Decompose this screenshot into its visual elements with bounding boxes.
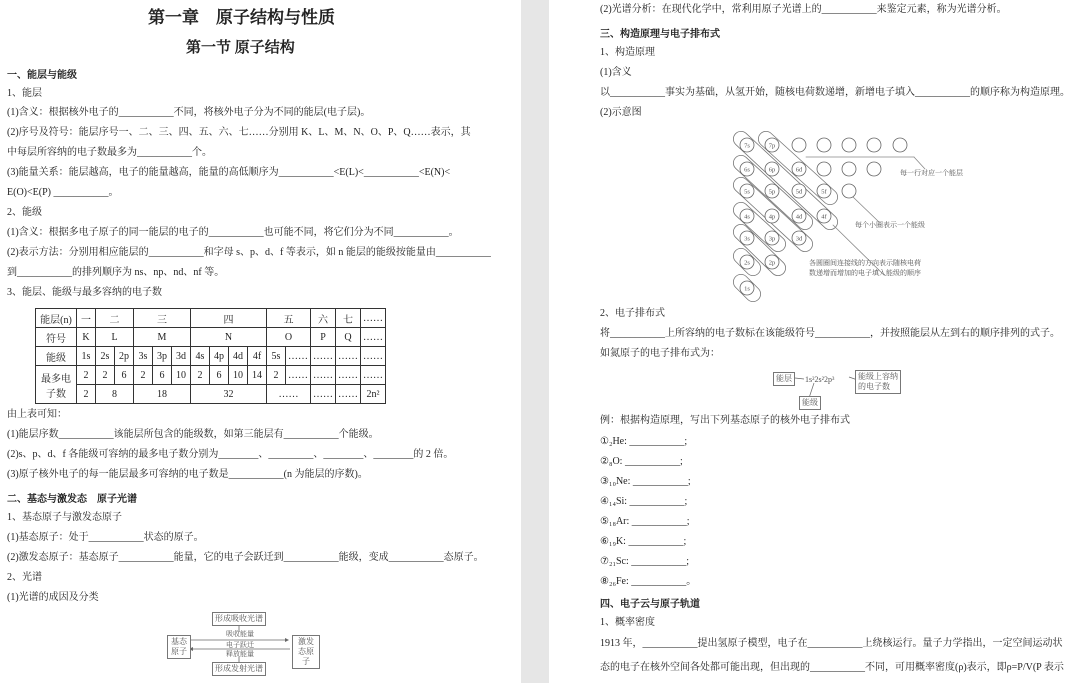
paragraph: (1)光谱的成因及分类 <box>7 592 99 603</box>
level-max-cell: 6 <box>153 366 172 385</box>
emission-spectrum-box: 形成发射光谱 <box>212 662 266 676</box>
level-cell: 3d <box>172 347 191 366</box>
absorption-spectrum-box: 形成吸收光谱 <box>212 612 266 626</box>
energy-level-circle <box>817 138 831 152</box>
note-row: 每一行对应一个能层 <box>900 169 963 177</box>
subheading: 3、能层、能级与最多容纳的电子数 <box>7 287 162 298</box>
chapter-title: 第一章 原子结构与性质 <box>148 8 335 27</box>
label-transition: 电子跃迁 <box>226 641 254 649</box>
energy-level-label: 3p <box>768 235 776 243</box>
circle-pointer <box>853 197 879 222</box>
paragraph: (1)基态原子：处于___________状态的原子。 <box>7 532 204 543</box>
subheading: 1、概率密度 <box>600 617 655 628</box>
energy-level-label: 5p <box>768 188 776 196</box>
exercise-item: ②₈O: ___________; <box>600 456 683 467</box>
level-cell: 4d <box>229 347 248 366</box>
table-row <box>36 347 386 366</box>
energy-level-label: 7s <box>744 142 750 150</box>
document-page-right <box>549 0 1080 683</box>
energy-level-label: 2p <box>768 259 776 267</box>
table-row <box>36 366 386 385</box>
row-header: 符号 <box>36 328 77 347</box>
row-pointer <box>914 157 925 169</box>
paragraph: (3)能量关系：能层越高，电子的能量越高，能量的高低顺序为___________<E(L)<___________<E(N)< <box>7 167 451 178</box>
level-cell: …… <box>361 347 386 366</box>
level-cell: 4s <box>191 347 210 366</box>
symbol-cell: Q <box>336 328 361 347</box>
shell-level-table <box>35 308 386 404</box>
shell-max-cell: 2 <box>77 385 96 404</box>
level-cell: 2s <box>96 347 115 366</box>
exercise-item: ⑦₂₁Sc: ___________; <box>600 556 689 567</box>
level-cell: 4f <box>248 347 267 366</box>
energy-level-circle <box>893 138 907 152</box>
energy-level-label: 7p <box>768 142 776 150</box>
energy-level-label: 3s <box>744 235 750 243</box>
energy-level-label: 4d <box>795 213 803 221</box>
level-max-cell: …… <box>286 366 311 385</box>
level-max-cell: …… <box>361 366 386 385</box>
paragraph: (2)激发态原子：基态原子___________能量，它的电子会跃迁到___________能级，变成___________态原子。 <box>7 552 484 563</box>
symbol-cell: K <box>77 328 96 347</box>
level-max-cell: 10 <box>229 366 248 385</box>
paragraph: 以___________事实为基础，从氢开始，随核电荷数递增，新增电子填入___________的顺序称为构造原理。 <box>600 87 1070 98</box>
symbol-cell: …… <box>361 328 386 347</box>
shell-cell: 二 <box>96 309 134 328</box>
label-absorb-energy: 吸收能量 <box>226 630 254 638</box>
symbol-cell: M <box>134 328 191 347</box>
level-max-cell: 10 <box>172 366 191 385</box>
level-max-cell: 2 <box>77 366 96 385</box>
level-cell: 3p <box>153 347 172 366</box>
level-cell: …… <box>286 347 311 366</box>
paragraph: (1)含义：根据多电子原子的同一能层的电子的___________也可能不同，将它们分为不同___________。 <box>7 227 459 238</box>
paragraph: 例：根据构造原理，写出下列基态原子的核外电子排布式 <box>600 415 850 426</box>
energy-level-label: 6p <box>768 166 776 174</box>
energy-level-label: 6d <box>795 166 803 174</box>
shell-max-cell: 18 <box>134 385 191 404</box>
level-max-cell: 6 <box>115 366 134 385</box>
paragraph: 将___________上所容纳的电子数标在该能级符号___________，并按照能层从左到右的顺序排列的式子。 <box>600 328 1060 339</box>
level-cell: …… <box>311 347 336 366</box>
exercise-item: ⑤₁₈Ar: ___________; <box>600 516 690 527</box>
document-page-left <box>0 0 521 683</box>
paragraph: (1)含义：根据核外电子的___________不同，将核外电子分为不同的能层(电子层)。 <box>7 107 371 118</box>
shell-max-cell: …… <box>336 385 361 404</box>
energy-level-circle <box>867 138 881 152</box>
level-max-cell: …… <box>336 366 361 385</box>
paragraph: 中每层所容纳的电子数最多为___________个。 <box>7 147 212 158</box>
formula-shell-box: 能层 <box>773 372 795 386</box>
energy-level-label: 2s <box>744 259 750 267</box>
ground-state-box: 基态原子 <box>167 635 191 659</box>
paragraph: (2)表示方法：分别用相应能层的___________和字母 s、p、d、f 等表示，如 n 能层的能级按能量由___________ <box>7 247 491 258</box>
level-cell: 3s <box>134 347 153 366</box>
formula-config: 1s²2s²2p³ <box>805 375 835 384</box>
note-line-1: 各圆圈间连接线的方向表示随核电荷 <box>809 259 921 267</box>
shell-max-cell: 2n² <box>361 385 386 404</box>
paragraph: 如氮原子的电子排布式为： <box>600 348 720 359</box>
heading-2: 二、基态与激发态 原子光谱 <box>7 494 137 505</box>
row-header: 最多电子数 <box>36 366 77 404</box>
shell-cell: 七 <box>336 309 361 328</box>
subheading: 1、能层 <box>7 88 42 99</box>
exercise-item: ⑧₂₆Fe: ___________。 <box>600 576 697 587</box>
paragraph: (2)s、p、d、f 各能级可容纳的最多电子数分别为________、_________、________、________的 2 倍。 <box>7 449 454 460</box>
shell-cell: 一 <box>77 309 96 328</box>
energy-level-label: 5f <box>821 188 827 196</box>
paragraph: (2)序号及符号：能层序号一、二、三、四、五、六、七……分别用 K、L、M、N、O、P、Q……表示，其 <box>7 127 471 138</box>
note-circle: 每个小圈表示一个能级 <box>855 221 925 229</box>
subheading: 2、光谱 <box>7 572 42 583</box>
energy-level-label: 6s <box>744 166 750 174</box>
formula-level-box: 能级 <box>799 396 821 410</box>
table-row <box>36 328 386 347</box>
energy-level-circle <box>842 184 856 198</box>
energy-level-circle <box>867 162 881 176</box>
paragraph: 态的电子在核外空间各处都可能出现，但出现的___________不同，可用概率密度(ρ)表示，即ρ=P/V(P 表示 <box>600 662 1064 673</box>
level-cell: 2p <box>115 347 134 366</box>
shell-cell: 四 <box>191 309 267 328</box>
paragraph: E(O)<E(P) ___________。 <box>7 187 119 198</box>
exercise-item: ⑥₁₉K: ___________; <box>600 536 687 547</box>
subheading: 1、构造原理 <box>600 47 655 58</box>
paragraph: (3)原子核外电子的每一能层最多可容纳的电子数是___________(n 为能层的序数)。 <box>7 469 368 480</box>
shell-max-cell: …… <box>311 385 336 404</box>
level-max-cell: 2 <box>267 366 286 385</box>
level-max-cell: 2 <box>191 366 210 385</box>
level-max-cell: 14 <box>248 366 267 385</box>
row-header: 能级 <box>36 347 77 366</box>
paragraph: 由上表可知： <box>7 409 67 420</box>
exercise-item: ④₁₄Si: ___________; <box>600 496 688 507</box>
energy-level-circle <box>792 138 806 152</box>
subheading: 2、能级 <box>7 207 42 218</box>
subheading: 1、基态原子与激发态原子 <box>7 512 122 523</box>
heading-3: 三、构造原理与电子排布式 <box>600 29 720 40</box>
symbol-cell: L <box>96 328 134 347</box>
energy-level-label: 1s <box>744 285 750 293</box>
table-row <box>36 309 386 328</box>
level-max-cell: …… <box>311 366 336 385</box>
paragraph: (1)含义 <box>600 67 632 78</box>
section-title: 第一节 原子结构 <box>186 40 295 56</box>
level-max-cell: 2 <box>96 366 115 385</box>
energy-level-label: 5s <box>744 188 750 196</box>
level-cell: 4p <box>210 347 229 366</box>
paragraph: 到___________的排列顺序为 ns、np、nd、nf 等。 <box>7 267 225 278</box>
paragraph: (2)光谱分析：在现代化学中，常利用原子光谱上的___________来鉴定元素，称为光谱分析。 <box>600 4 1007 15</box>
shell-max-cell: …… <box>267 385 311 404</box>
level-max-cell: 2 <box>134 366 153 385</box>
shell-cell: …… <box>361 309 386 328</box>
shell-cell: 三 <box>134 309 191 328</box>
shell-max-cell: 32 <box>191 385 267 404</box>
level-cell: …… <box>336 347 361 366</box>
count-line-2: 的电子数 <box>858 382 890 391</box>
shell-cell: 五 <box>267 309 311 328</box>
heading-1: 一、能层与能级 <box>7 70 77 81</box>
excited-state-box: 激发态原子 <box>292 635 320 669</box>
level-cell: 5s <box>267 347 286 366</box>
row-header: 能层(n) <box>36 309 77 328</box>
symbol-cell: P <box>311 328 336 347</box>
paragraph: (1)能层序数___________该能层所包含的能级数，如第三能层有___________个能级。 <box>7 429 379 440</box>
level-max-cell: 6 <box>210 366 229 385</box>
energy-level-label: 4s <box>744 213 750 221</box>
paragraph: 1913 年，___________提出氢原子模型，电子在___________上绕核运行。量子力学指出，一定空间运动状 <box>600 638 1063 649</box>
exercise-item: ①₂He: ___________; <box>600 436 688 447</box>
energy-level-label: 4f <box>821 213 827 221</box>
exercise-item: ③₁₀Ne: ___________; <box>600 476 691 487</box>
shell-max-cell: 8 <box>96 385 134 404</box>
energy-level-circle <box>842 162 856 176</box>
table-row <box>36 385 386 404</box>
subheading: 2、电子排布式 <box>600 308 665 319</box>
symbol-cell: N <box>191 328 267 347</box>
note-line-2: 数递增而增加的电子填入能级的顺序 <box>809 269 921 277</box>
energy-level-label: 4p <box>768 213 776 221</box>
shell-cell: 六 <box>311 309 336 328</box>
energy-level-circle <box>842 138 856 152</box>
paragraph: (2)示意图 <box>600 107 642 118</box>
label-release-energy: 释放能量 <box>226 650 254 658</box>
count-line-1: 能级上容纳 <box>858 372 898 381</box>
energy-level-label: 3d <box>795 235 803 243</box>
aufbau-diagram <box>729 125 949 305</box>
energy-level-label: 5d <box>795 188 803 196</box>
level-cell: 1s <box>77 347 96 366</box>
heading-4: 四、电子云与原子轨道 <box>600 599 700 610</box>
energy-level-circle <box>817 162 831 176</box>
symbol-cell: O <box>267 328 311 347</box>
formula-count-box <box>855 370 901 394</box>
